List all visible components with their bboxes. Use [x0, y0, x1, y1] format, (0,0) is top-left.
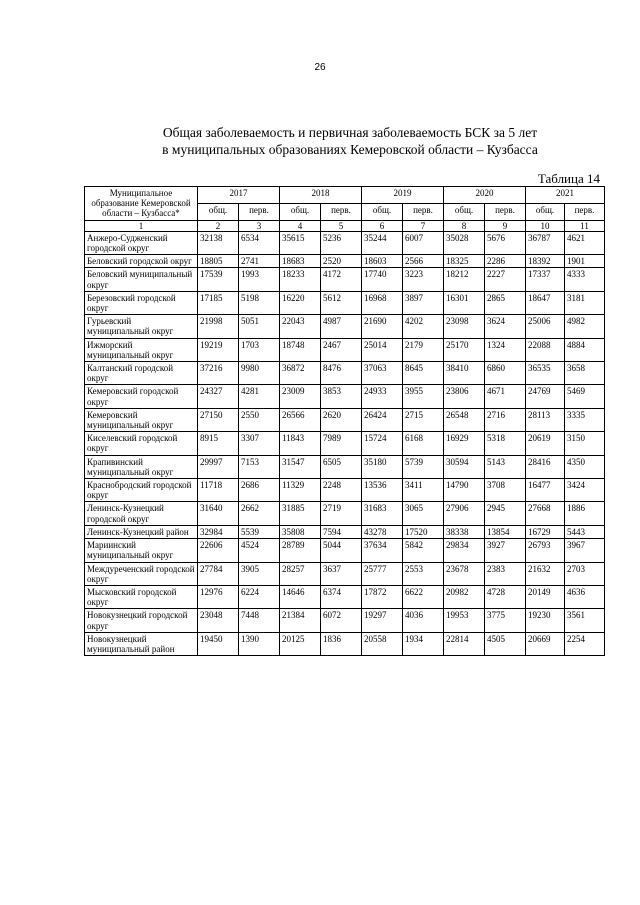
- header-year: 2021: [526, 187, 605, 204]
- column-index: 6: [362, 220, 403, 231]
- column-index: 4: [280, 220, 321, 231]
- document-title: [110, 124, 590, 158]
- total-value-cell: 31885: [280, 502, 321, 525]
- primary-value-cell: 7153: [239, 455, 280, 478]
- primary-value-cell: 3561: [565, 609, 605, 632]
- header-total: общ.: [444, 203, 485, 220]
- region-name-cell: Гурьевский муниципальный округ: [85, 315, 198, 338]
- region-name-cell: Ленинск-Кузнецкий городской округ: [85, 502, 198, 525]
- total-value-cell: 29997: [198, 455, 239, 478]
- primary-value-cell: 2741: [239, 255, 280, 268]
- table-row: [85, 255, 605, 268]
- title-line-2: в муниципальных образованиях Кемеровской области – Кузбасса: [162, 142, 538, 157]
- region-name-cell: Киселевский городской округ: [85, 432, 198, 455]
- primary-value-cell: 6374: [321, 585, 362, 608]
- primary-value-cell: 8645: [403, 362, 444, 385]
- total-value-cell: 19953: [444, 609, 485, 632]
- total-value-cell: 31547: [280, 455, 321, 478]
- primary-value-cell: 5539: [239, 525, 280, 538]
- region-name-cell: Анжеро-Судженский городской округ: [85, 231, 198, 254]
- primary-value-cell: 4202: [403, 315, 444, 338]
- table-row: [85, 315, 605, 338]
- column-index: 2: [198, 220, 239, 231]
- primary-value-cell: 4987: [321, 315, 362, 338]
- primary-value-cell: 6224: [239, 585, 280, 608]
- header-primary: перв.: [321, 203, 362, 220]
- region-name-cell: Мариинский муниципальный округ: [85, 539, 198, 562]
- primary-value-cell: 6072: [321, 609, 362, 632]
- primary-value-cell: 3955: [403, 385, 444, 408]
- total-value-cell: 20558: [362, 632, 403, 655]
- morbidity-table: [84, 186, 605, 656]
- total-value-cell: 22088: [526, 338, 565, 361]
- primary-value-cell: 2286: [485, 255, 526, 268]
- total-value-cell: 35028: [444, 231, 485, 254]
- primary-value-cell: 1703: [239, 338, 280, 361]
- primary-value-cell: 5198: [239, 291, 280, 314]
- total-value-cell: 27668: [526, 502, 565, 525]
- primary-value-cell: 4671: [485, 385, 526, 408]
- primary-value-cell: 5469: [565, 385, 605, 408]
- total-value-cell: 26793: [526, 539, 565, 562]
- primary-value-cell: 5051: [239, 315, 280, 338]
- primary-value-cell: 2686: [239, 479, 280, 502]
- total-value-cell: 21998: [198, 315, 239, 338]
- primary-value-cell: 5676: [485, 231, 526, 254]
- page-number: 26: [314, 62, 326, 73]
- total-value-cell: 18647: [526, 291, 565, 314]
- primary-value-cell: 3307: [239, 432, 280, 455]
- total-value-cell: 18212: [444, 268, 485, 291]
- primary-value-cell: 2383: [485, 562, 526, 585]
- total-value-cell: 35244: [362, 231, 403, 254]
- table-row: [85, 432, 605, 455]
- total-value-cell: 23048: [198, 609, 239, 632]
- region-name-cell: Новокузнецкий городской округ: [85, 609, 198, 632]
- header-year: 2017: [198, 187, 280, 204]
- total-value-cell: 23806: [444, 385, 485, 408]
- total-value-cell: 22043: [280, 315, 321, 338]
- total-value-cell: 35180: [362, 455, 403, 478]
- total-value-cell: 25777: [362, 562, 403, 585]
- total-value-cell: 19230: [526, 609, 565, 632]
- primary-value-cell: 3927: [485, 539, 526, 562]
- header-total: общ.: [280, 203, 321, 220]
- primary-value-cell: 2620: [321, 408, 362, 431]
- header-year: 2020: [444, 187, 526, 204]
- total-value-cell: 18805: [198, 255, 239, 268]
- total-value-cell: 19297: [362, 609, 403, 632]
- primary-value-cell: 2227: [485, 268, 526, 291]
- total-value-cell: 17740: [362, 268, 403, 291]
- total-value-cell: 28257: [280, 562, 321, 585]
- primary-value-cell: 1324: [485, 338, 526, 361]
- primary-value-cell: 3967: [565, 539, 605, 562]
- primary-value-cell: 2719: [321, 502, 362, 525]
- primary-value-cell: 3905: [239, 562, 280, 585]
- total-value-cell: 25014: [362, 338, 403, 361]
- total-value-cell: 22814: [444, 632, 485, 655]
- total-value-cell: 38338: [444, 525, 485, 538]
- total-value-cell: 23009: [280, 385, 321, 408]
- primary-value-cell: 3424: [565, 479, 605, 502]
- primary-value-cell: 6534: [239, 231, 280, 254]
- table-row: [85, 525, 605, 538]
- total-value-cell: 35808: [280, 525, 321, 538]
- header-year: 2018: [280, 187, 362, 204]
- column-index: 8: [444, 220, 485, 231]
- header-total: общ.: [362, 203, 403, 220]
- total-value-cell: 21690: [362, 315, 403, 338]
- primary-value-cell: 4621: [565, 231, 605, 254]
- column-index: 11: [565, 220, 605, 231]
- primary-value-cell: 4172: [321, 268, 362, 291]
- total-value-cell: 13536: [362, 479, 403, 502]
- table-row: [85, 338, 605, 361]
- primary-value-cell: 4636: [565, 585, 605, 608]
- primary-value-cell: 6860: [485, 362, 526, 385]
- total-value-cell: 16929: [444, 432, 485, 455]
- total-value-cell: 37063: [362, 362, 403, 385]
- primary-value-cell: 4036: [403, 609, 444, 632]
- primary-value-cell: 8476: [321, 362, 362, 385]
- primary-value-cell: 3223: [403, 268, 444, 291]
- header-total: общ.: [526, 203, 565, 220]
- total-value-cell: 26566: [280, 408, 321, 431]
- total-value-cell: 20149: [526, 585, 565, 608]
- primary-value-cell: 2553: [403, 562, 444, 585]
- region-name-cell: Калтанский городской округ: [85, 362, 198, 385]
- total-value-cell: 27150: [198, 408, 239, 431]
- title-line-1: Общая заболеваемость и первичная заболеваемость БСК за 5 лет: [162, 125, 538, 140]
- column-index: 7: [403, 220, 444, 231]
- table-row: [85, 385, 605, 408]
- region-name-cell: Краснобродский городской округ: [85, 479, 198, 502]
- region-name-cell: Беловский муниципальный округ: [85, 268, 198, 291]
- total-value-cell: 28789: [280, 539, 321, 562]
- primary-value-cell: 3624: [485, 315, 526, 338]
- total-value-cell: 28416: [526, 455, 565, 478]
- total-value-cell: 23678: [444, 562, 485, 585]
- primary-value-cell: 5612: [321, 291, 362, 314]
- primary-value-cell: 2467: [321, 338, 362, 361]
- primary-value-cell: 7594: [321, 525, 362, 538]
- primary-value-cell: 1836: [321, 632, 362, 655]
- table-row: [85, 632, 605, 655]
- total-value-cell: 26548: [444, 408, 485, 431]
- primary-value-cell: 5044: [321, 539, 362, 562]
- total-value-cell: 28113: [526, 408, 565, 431]
- primary-value-cell: 4524: [239, 539, 280, 562]
- primary-value-cell: 6505: [321, 455, 362, 478]
- total-value-cell: 16220: [280, 291, 321, 314]
- region-name-cell: Беловский городской округ: [85, 255, 198, 268]
- primary-value-cell: 1390: [239, 632, 280, 655]
- total-value-cell: 24933: [362, 385, 403, 408]
- total-value-cell: 24327: [198, 385, 239, 408]
- primary-value-cell: 13854: [485, 525, 526, 538]
- primary-value-cell: 4884: [565, 338, 605, 361]
- total-value-cell: 14790: [444, 479, 485, 502]
- column-index: 5: [321, 220, 362, 231]
- column-index: 1: [85, 220, 198, 231]
- primary-value-cell: 6168: [403, 432, 444, 455]
- primary-value-cell: 1886: [565, 502, 605, 525]
- region-name-cell: Крапивинский муниципальный округ: [85, 455, 198, 478]
- total-value-cell: 12976: [198, 585, 239, 608]
- primary-value-cell: 3708: [485, 479, 526, 502]
- primary-value-cell: 3658: [565, 362, 605, 385]
- primary-value-cell: 4281: [239, 385, 280, 408]
- total-value-cell: 16301: [444, 291, 485, 314]
- total-value-cell: 20669: [526, 632, 565, 655]
- primary-value-cell: 3335: [565, 408, 605, 431]
- region-name-cell: Мысковский городской округ: [85, 585, 198, 608]
- primary-value-cell: 2254: [565, 632, 605, 655]
- total-value-cell: 8915: [198, 432, 239, 455]
- region-name-cell: Междуреченский городской округ: [85, 562, 198, 585]
- primary-value-cell: 3775: [485, 609, 526, 632]
- total-value-cell: 31683: [362, 502, 403, 525]
- primary-value-cell: 5739: [403, 455, 444, 478]
- primary-value-cell: 2550: [239, 408, 280, 431]
- table-row: [85, 231, 605, 254]
- total-value-cell: 19450: [198, 632, 239, 655]
- total-value-cell: 25170: [444, 338, 485, 361]
- region-name-cell: Кемеровский муниципальный округ: [85, 408, 198, 431]
- table-row: [85, 408, 605, 431]
- total-value-cell: 18683: [280, 255, 321, 268]
- header-region: Муниципальное образование Кемеровской области – Кузбасса*: [85, 187, 198, 221]
- primary-value-cell: 3150: [565, 432, 605, 455]
- total-value-cell: 20982: [444, 585, 485, 608]
- total-value-cell: 43278: [362, 525, 403, 538]
- primary-value-cell: 1901: [565, 255, 605, 268]
- total-value-cell: 20125: [280, 632, 321, 655]
- primary-value-cell: 5236: [321, 231, 362, 254]
- total-value-cell: 27906: [444, 502, 485, 525]
- total-value-cell: 11718: [198, 479, 239, 502]
- table-row: [85, 562, 605, 585]
- primary-value-cell: 2703: [565, 562, 605, 585]
- table-row: [85, 268, 605, 291]
- primary-value-cell: 5443: [565, 525, 605, 538]
- table-row: [85, 609, 605, 632]
- primary-value-cell: 2945: [485, 502, 526, 525]
- primary-value-cell: 2715: [403, 408, 444, 431]
- primary-value-cell: 2716: [485, 408, 526, 431]
- total-value-cell: 38410: [444, 362, 485, 385]
- primary-value-cell: 4728: [485, 585, 526, 608]
- total-value-cell: 27784: [198, 562, 239, 585]
- primary-value-cell: 3411: [403, 479, 444, 502]
- total-value-cell: 36535: [526, 362, 565, 385]
- total-value-cell: 29834: [444, 539, 485, 562]
- total-value-cell: 32138: [198, 231, 239, 254]
- column-index: 3: [239, 220, 280, 231]
- primary-value-cell: 2662: [239, 502, 280, 525]
- header-row-index: [85, 220, 605, 231]
- total-value-cell: 18325: [444, 255, 485, 268]
- total-value-cell: 19219: [198, 338, 239, 361]
- total-value-cell: 16477: [526, 479, 565, 502]
- table-row: [85, 455, 605, 478]
- primary-value-cell: 2179: [403, 338, 444, 361]
- primary-value-cell: 6007: [403, 231, 444, 254]
- total-value-cell: 20619: [526, 432, 565, 455]
- total-value-cell: 16968: [362, 291, 403, 314]
- primary-value-cell: 3181: [565, 291, 605, 314]
- total-value-cell: 17185: [198, 291, 239, 314]
- total-value-cell: 37634: [362, 539, 403, 562]
- primary-value-cell: 17520: [403, 525, 444, 538]
- header-total: общ.: [198, 203, 239, 220]
- total-value-cell: 17337: [526, 268, 565, 291]
- primary-value-cell: 1934: [403, 632, 444, 655]
- column-index: 10: [526, 220, 565, 231]
- primary-value-cell: 3637: [321, 562, 362, 585]
- primary-value-cell: 4350: [565, 455, 605, 478]
- total-value-cell: 21632: [526, 562, 565, 585]
- primary-value-cell: 2520: [321, 255, 362, 268]
- total-value-cell: 18392: [526, 255, 565, 268]
- total-value-cell: 36787: [526, 231, 565, 254]
- total-value-cell: 18748: [280, 338, 321, 361]
- header-primary: перв.: [565, 203, 605, 220]
- primary-value-cell: 5143: [485, 455, 526, 478]
- total-value-cell: 17872: [362, 585, 403, 608]
- primary-value-cell: 2248: [321, 479, 362, 502]
- total-value-cell: 18603: [362, 255, 403, 268]
- primary-value-cell: 3853: [321, 385, 362, 408]
- table-row: [85, 539, 605, 562]
- primary-value-cell: 3065: [403, 502, 444, 525]
- total-value-cell: 18233: [280, 268, 321, 291]
- total-value-cell: 15724: [362, 432, 403, 455]
- region-name-cell: Березовский городской округ: [85, 291, 198, 314]
- total-value-cell: 17539: [198, 268, 239, 291]
- total-value-cell: 37216: [198, 362, 239, 385]
- primary-value-cell: 2566: [403, 255, 444, 268]
- total-value-cell: 21384: [280, 609, 321, 632]
- total-value-cell: 32984: [198, 525, 239, 538]
- primary-value-cell: 7989: [321, 432, 362, 455]
- total-value-cell: 35615: [280, 231, 321, 254]
- total-value-cell: 36872: [280, 362, 321, 385]
- region-name-cell: Новокузнецкий муниципальный район: [85, 632, 198, 655]
- primary-value-cell: 5842: [403, 539, 444, 562]
- primary-value-cell: 3897: [403, 291, 444, 314]
- total-value-cell: 26424: [362, 408, 403, 431]
- total-value-cell: 25006: [526, 315, 565, 338]
- primary-value-cell: 9980: [239, 362, 280, 385]
- header-primary: перв.: [239, 203, 280, 220]
- primary-value-cell: 4982: [565, 315, 605, 338]
- primary-value-cell: 1993: [239, 268, 280, 291]
- total-value-cell: 11843: [280, 432, 321, 455]
- header-primary: перв.: [485, 203, 526, 220]
- total-value-cell: 24769: [526, 385, 565, 408]
- header-year: 2019: [362, 187, 444, 204]
- total-value-cell: 23098: [444, 315, 485, 338]
- total-value-cell: 11329: [280, 479, 321, 502]
- total-value-cell: 22606: [198, 539, 239, 562]
- total-value-cell: 14646: [280, 585, 321, 608]
- table-row: [85, 479, 605, 502]
- table-body: [85, 231, 605, 655]
- table-row: [85, 362, 605, 385]
- header-row-years: [85, 187, 605, 204]
- table-row: [85, 291, 605, 314]
- table-label: Таблица 14: [537, 171, 600, 186]
- total-value-cell: 31640: [198, 502, 239, 525]
- column-index: 9: [485, 220, 526, 231]
- primary-value-cell: 4333: [565, 268, 605, 291]
- primary-value-cell: 2865: [485, 291, 526, 314]
- table-row: [85, 585, 605, 608]
- header-primary: перв.: [403, 203, 444, 220]
- region-name-cell: Кемеровский городской округ: [85, 385, 198, 408]
- region-name-cell: Ижморский муниципальный округ: [85, 338, 198, 361]
- primary-value-cell: 4505: [485, 632, 526, 655]
- total-value-cell: 16729: [526, 525, 565, 538]
- region-name-cell: Ленинск-Кузнецкий район: [85, 525, 198, 538]
- total-value-cell: 30594: [444, 455, 485, 478]
- primary-value-cell: 5318: [485, 432, 526, 455]
- primary-value-cell: 6622: [403, 585, 444, 608]
- primary-value-cell: 7448: [239, 609, 280, 632]
- table-row: [85, 502, 605, 525]
